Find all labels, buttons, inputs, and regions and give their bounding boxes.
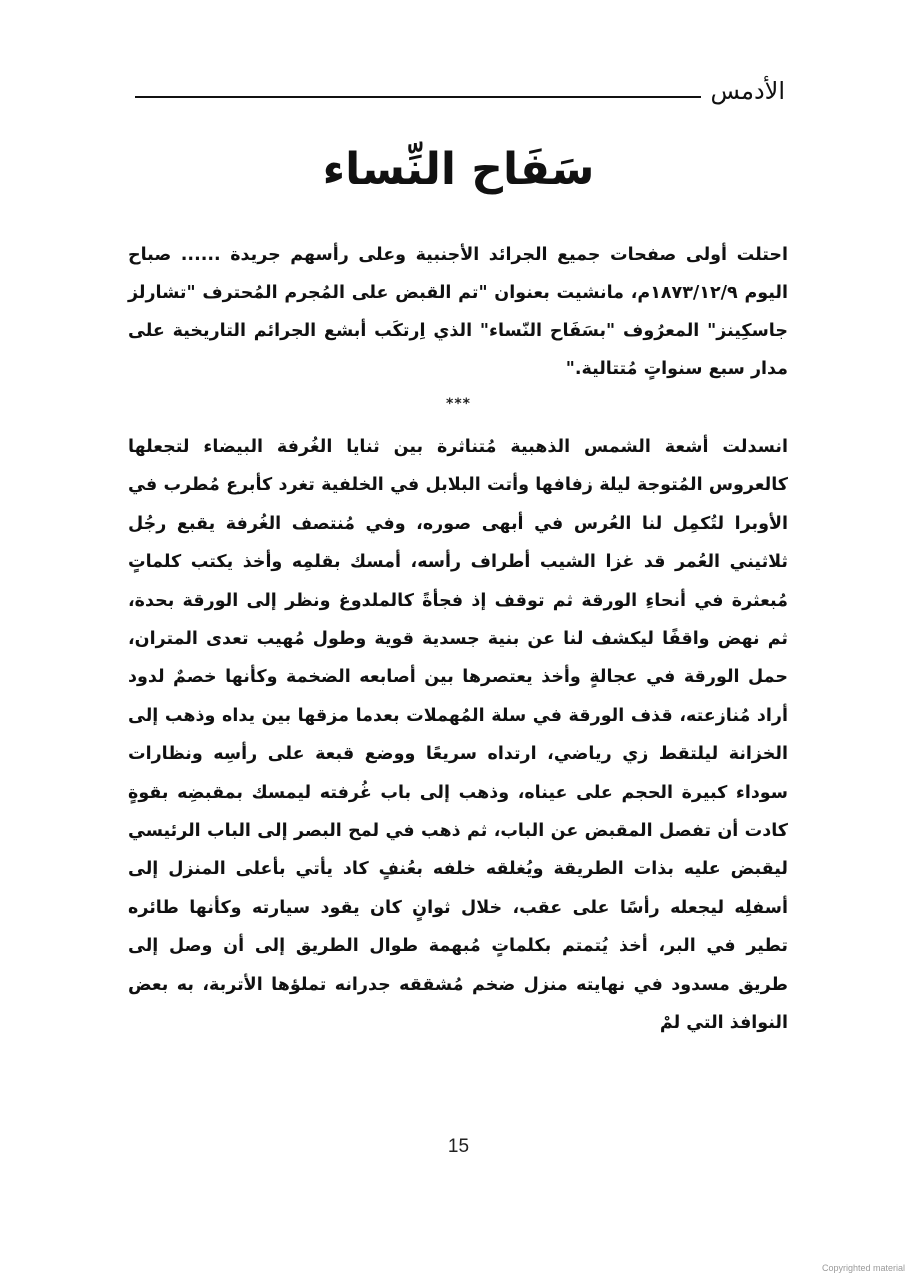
section-separator: ***: [446, 396, 471, 412]
intro-paragraph: احتلت أولى صفحات جميع الجرائد الأجنبية وعلى رأسهم جريدة ...... صباح اليوم ١٨٧٣/١٢/٩م، مانشيت بعنوان "تم القبض على المُجرم المُحترف "تشارلز جاسكِينز" المعرُوف "بسَفَاح النّساء" الذي اِرتكَب أبشع الجرائم التاريخية على مدار سبع سنواتٍ مُتتالية.": [128, 245, 788, 379]
copyright-watermark: Copyrighted material: [821, 1263, 905, 1273]
page-number: 15: [447, 1136, 470, 1157]
running-header: [135, 66, 785, 106]
header-rule: [135, 96, 701, 98]
chapter-title: سَفَاح النِّساء: [322, 144, 595, 195]
running-title: الأدمس: [710, 77, 785, 105]
main-paragraph: انسدلت أشعة الشمس الذهبية مُتناثرة بين ثنايا الغُرفة البيضاء لتجعلها كالعروس المُتوجة ليلة زفافها وأتت البلابل في الخلفية تغرد كأبرع مُطرب في الأوبرا لتُكمِل لنا العُرس في أبهى صوره، وفي مُنتصف الغُرفة يقبع رجُل ثلاثيني العُمر قد غزا الشيب أطراف رأسه، أمسك بقلمِه وأخذ يكتب كلماتٍ مُبعثرة في أنحاءِ الورقة ثم توقف إذ فجأةً كالملدوغ ونظر إلى الورقة بحدة، ثم نهض واقفًا ليكشف لنا عن بنية جسدية قوية وطول مُهيب تعدى المتران، حمل الورقة في عجالةٍ وأخذ يعتصرها بين أصابعه الضخمة وكأنها خصمٌ لدود أراد مُنازعته، قذف الورقة في سلة المُهملات بعدما مزقها بين يداه وذهب إلى الخزانة ليلتقط زي رياضي، ارتداه سريعًا ووضع قبعة على رأسِه ونظارات سوداء كبيرة الحجم على عيناه، وذهب إلى باب غُرفته ليمسك بمقبضِه بقوةٍ كادت أن تفصل المقبض عن الباب، ثم ذهب في لمح البصر إلى الباب الرئيسي ليقبض عليه بذات الطريقة ويُغلقه خلفه بعُنفٍ كاد يأتي بأعلى المنزل إلى أسفلِه ليجعله رأسًا على عقب، خلال ثوانٍ كان يقود سيارته وكأنها طائره تطير في البر، أخذ يُتمتم بكلماتٍ مُبهمة طوال الطريق إلى أن وصل إلى طريق مسدود في نهايته منزل ضخم مُشققه جدرانه تملؤها الأتربة، به بعض النوافذ التي لمْ: [128, 437, 788, 1034]
